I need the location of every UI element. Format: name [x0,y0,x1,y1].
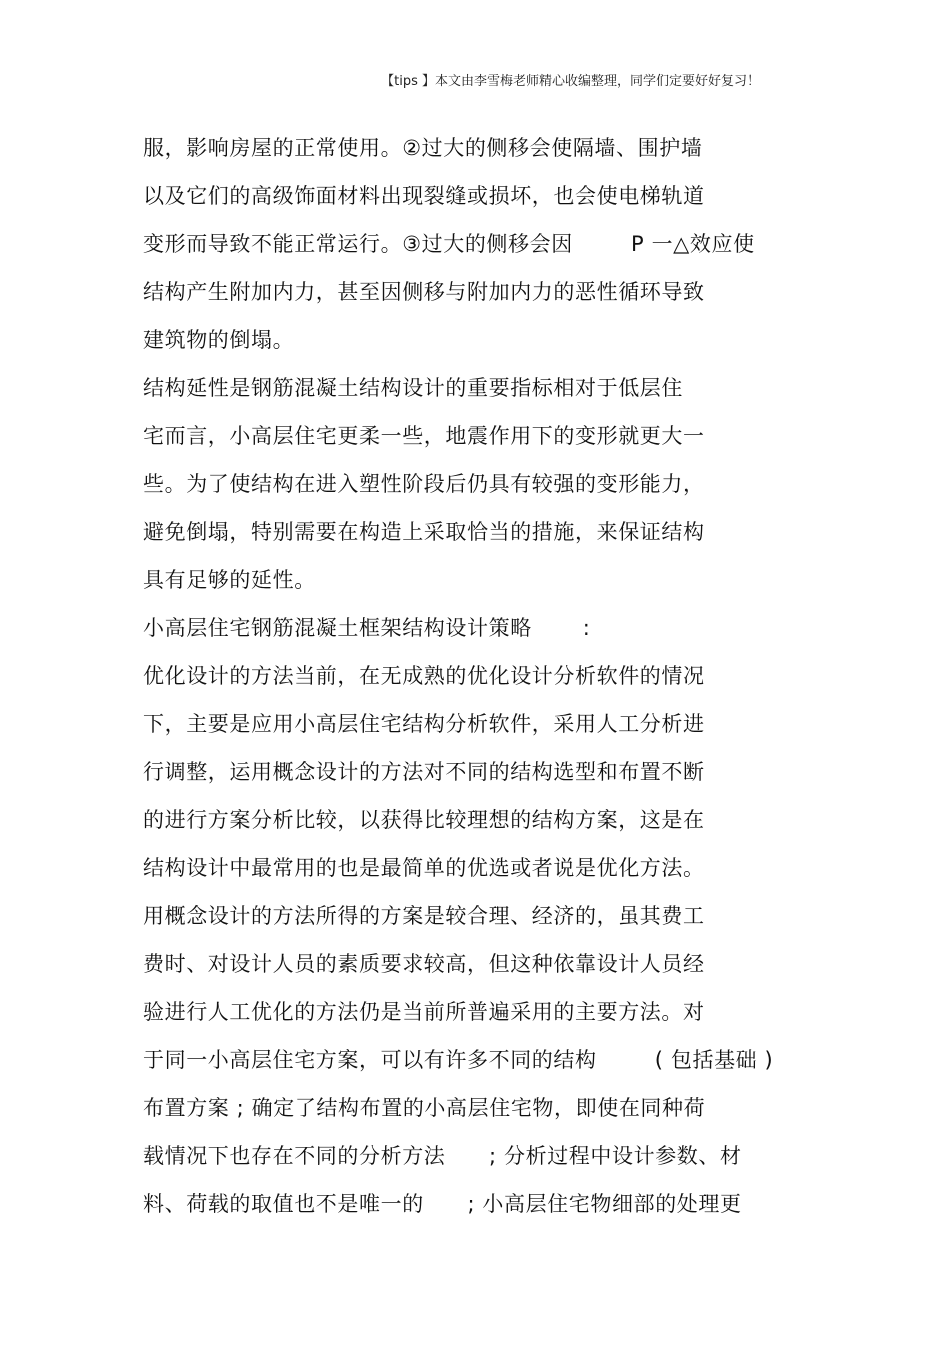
text-line: 避免倒塌，特别需要在构造上采取恰当的措施，来保证结构 [143,520,705,544]
section-heading: 小高层住宅钢筋混凝土框架结构设计策略 : [143,616,591,640]
text-line: 行调整，运用概念设计的方法对不同的结构选型和布置不断 [143,760,705,784]
text-line: 优化设计的方法当前，在无成熟的优化设计分析软件的情况 [143,664,705,688]
text-line: 于同一小高层住宅方案，可以有许多不同的结构 ( 包括基础 ) [143,1048,774,1072]
text-line: 结构设计中最常用的也是最简单的优选或者说是优化方法。 [143,856,705,880]
text-line: 费时、对设计人员的素质要求较高，但这种依靠设计人员经 [143,952,705,976]
text-line: 服，影响房屋的正常使用。②过大的侧移会使隔墙、围护墙 [143,136,703,160]
text-line: 建筑物的倒塌。 [143,328,295,352]
text-line: 变形而导致不能正常运行。③过大的侧移会因 P 一△效应使 [143,232,755,256]
text-line: 载情况下也存在不同的分析方法 ; 分析过程中设计参数、材 [143,1144,742,1168]
header-tips-note: 【tips 】本文由李雪梅老师精心收编整理，同学们定要好好复习！ [381,74,760,89]
text-line: 用概念设计的方法所得的方案是较合理、经济的，虽其费工 [143,904,705,928]
body-text [143,124,863,1228]
text-line: 结构延性是钢筋混凝土结构设计的重要指标相对于低层住 [143,376,683,400]
text-line: 宅而言，小高层住宅更柔一些，地震作用下的变形就更大一 [143,424,705,448]
text-line: 具有足够的延性。 [143,568,316,592]
text-line: 些。为了使结构在进入塑性阶段后仍具有较强的变形能力， [143,472,705,496]
text-line: 结构产生附加内力，甚至因侧移与附加内力的恶性循环导致 [143,280,705,304]
text-line: 验进行人工优化的方法仍是当前所普遍采用的主要方法。对 [143,1000,705,1024]
text-line: 下，主要是应用小高层住宅结构分析软件，采用人工分析进 [143,712,705,736]
text-line: 的进行方案分析比较，以获得比较理想的结构方案，这是在 [143,808,705,832]
text-line: 料、荷载的取值也不是唯一的 ; 小高层住宅物细部的处理更 [143,1192,742,1216]
text-line: 布置方案 ; 确定了结构布置的小高层住宅物，即使在同种荷 [143,1096,706,1120]
text-line: 以及它们的高级饰面材料出现裂缝或损坏，也会使电梯轨道 [143,184,705,208]
